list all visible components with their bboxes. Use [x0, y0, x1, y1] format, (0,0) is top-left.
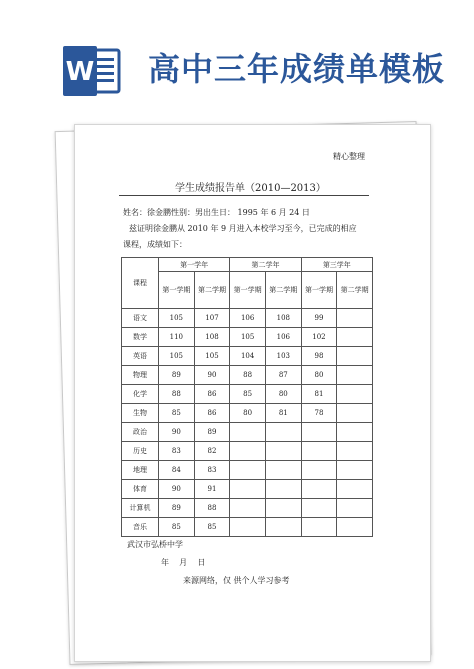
score-cell	[265, 461, 301, 480]
score-cell: 85	[159, 518, 195, 537]
score-cell: 82	[194, 442, 230, 461]
score-cell: 86	[194, 385, 230, 404]
score-cell: 89	[159, 366, 195, 385]
score-cell	[337, 461, 373, 480]
score-cell	[337, 328, 373, 347]
term-header: 第二学期	[194, 272, 230, 309]
subject-cell: 音乐	[122, 518, 159, 537]
score-cell: 85	[159, 404, 195, 423]
table-row	[122, 518, 373, 537]
score-cell: 83	[159, 442, 195, 461]
score-cell	[337, 347, 373, 366]
score-cell: 80	[301, 366, 337, 385]
title-rule	[119, 195, 369, 196]
score-cell	[337, 366, 373, 385]
score-cell: 83	[194, 461, 230, 480]
score-cell	[301, 499, 337, 518]
table-row	[122, 461, 373, 480]
score-cell: 80	[265, 385, 301, 404]
score-cell: 103	[265, 347, 301, 366]
score-cell	[265, 442, 301, 461]
table-row	[122, 328, 373, 347]
grades-table-body	[122, 309, 373, 537]
score-cell: 88	[230, 366, 266, 385]
subject-cell: 计算机	[122, 499, 159, 518]
grades-table	[121, 257, 373, 537]
subject-cell: 历史	[122, 442, 159, 461]
score-cell: 85	[194, 518, 230, 537]
date-line: 年 月 日	[161, 558, 206, 567]
table-header-terms	[122, 272, 373, 309]
subject-cell: 地理	[122, 461, 159, 480]
score-cell: 105	[159, 309, 195, 328]
page-header	[0, 0, 474, 118]
table-row	[122, 404, 373, 423]
course-header: 课程	[122, 258, 159, 309]
score-cell	[301, 518, 337, 537]
table-row	[122, 385, 373, 404]
score-cell	[337, 518, 373, 537]
score-cell: 89	[159, 499, 195, 518]
term-header: 第一学期	[301, 272, 337, 309]
score-cell: 108	[265, 309, 301, 328]
certification-text: 兹证明徐金鹏从 2010 年 9 月进入本校学习至今，已完成的相应	[129, 224, 357, 233]
score-cell	[337, 499, 373, 518]
document-tag: 精心整理	[333, 152, 365, 161]
score-cell: 104	[230, 347, 266, 366]
report-title: 学生成绩报告单（2010—2013）	[175, 183, 326, 194]
year-header: 第一学年	[159, 258, 230, 272]
table-row	[122, 366, 373, 385]
score-cell	[337, 480, 373, 499]
score-cell: 99	[301, 309, 337, 328]
word-icon	[63, 44, 121, 98]
term-header: 第二学期	[337, 272, 373, 309]
score-cell	[230, 518, 266, 537]
score-cell: 90	[159, 480, 195, 499]
table-row	[122, 347, 373, 366]
score-cell: 110	[159, 328, 195, 347]
score-cell	[230, 461, 266, 480]
score-cell	[301, 423, 337, 442]
score-cell	[301, 461, 337, 480]
table-row	[122, 442, 373, 461]
word-icon-letter: W	[65, 57, 95, 87]
term-header: 第一学期	[159, 272, 195, 309]
score-cell: 88	[159, 385, 195, 404]
score-cell	[265, 480, 301, 499]
score-cell: 105	[194, 347, 230, 366]
score-cell	[337, 309, 373, 328]
score-cell	[337, 423, 373, 442]
student-info: 姓名：徐金鹏性别：男出生日： 1995 年 6 月 24 日	[123, 208, 310, 217]
page-title: 高中三年成绩单模板	[148, 50, 446, 88]
subject-cell: 数学	[122, 328, 159, 347]
table-row	[122, 480, 373, 499]
term-header: 第二学期	[265, 272, 301, 309]
score-cell: 105	[159, 347, 195, 366]
year-header: 第二学年	[230, 258, 301, 272]
score-cell	[265, 518, 301, 537]
certification-text-continued: 课程，成绩如下：	[123, 240, 187, 249]
score-cell: 108	[194, 328, 230, 347]
score-cell: 90	[194, 366, 230, 385]
score-cell	[337, 442, 373, 461]
score-cell: 81	[265, 404, 301, 423]
score-cell: 106	[230, 309, 266, 328]
source-note: 来源网络，仅 供个人学习参考	[183, 576, 290, 585]
score-cell: 89	[194, 423, 230, 442]
school-name: 武汉市弘桥中学	[127, 540, 183, 549]
table-row	[122, 423, 373, 442]
score-cell: 105	[230, 328, 266, 347]
score-cell: 85	[230, 385, 266, 404]
score-cell: 78	[301, 404, 337, 423]
score-cell: 91	[194, 480, 230, 499]
table-row	[122, 309, 373, 328]
document-page	[74, 124, 431, 662]
subject-cell: 语文	[122, 309, 159, 328]
subject-cell: 英语	[122, 347, 159, 366]
score-cell	[301, 442, 337, 461]
score-cell	[230, 480, 266, 499]
score-cell	[337, 385, 373, 404]
score-cell: 98	[301, 347, 337, 366]
score-cell: 81	[301, 385, 337, 404]
table-header-years	[122, 258, 373, 272]
score-cell: 80	[230, 404, 266, 423]
score-cell: 88	[194, 499, 230, 518]
score-cell: 86	[194, 404, 230, 423]
score-cell	[265, 499, 301, 518]
term-header: 第一学期	[230, 272, 266, 309]
table-row	[122, 499, 373, 518]
score-cell	[301, 480, 337, 499]
score-cell: 84	[159, 461, 195, 480]
score-cell: 90	[159, 423, 195, 442]
score-cell: 102	[301, 328, 337, 347]
score-cell	[230, 423, 266, 442]
year-header: 第三学年	[301, 258, 372, 272]
score-cell: 87	[265, 366, 301, 385]
score-cell: 107	[194, 309, 230, 328]
subject-cell: 化学	[122, 385, 159, 404]
score-cell	[337, 404, 373, 423]
score-cell	[230, 499, 266, 518]
subject-cell: 体育	[122, 480, 159, 499]
score-cell	[265, 423, 301, 442]
score-cell: 106	[265, 328, 301, 347]
score-cell	[230, 442, 266, 461]
subject-cell: 物理	[122, 366, 159, 385]
subject-cell: 生物	[122, 404, 159, 423]
subject-cell: 政治	[122, 423, 159, 442]
